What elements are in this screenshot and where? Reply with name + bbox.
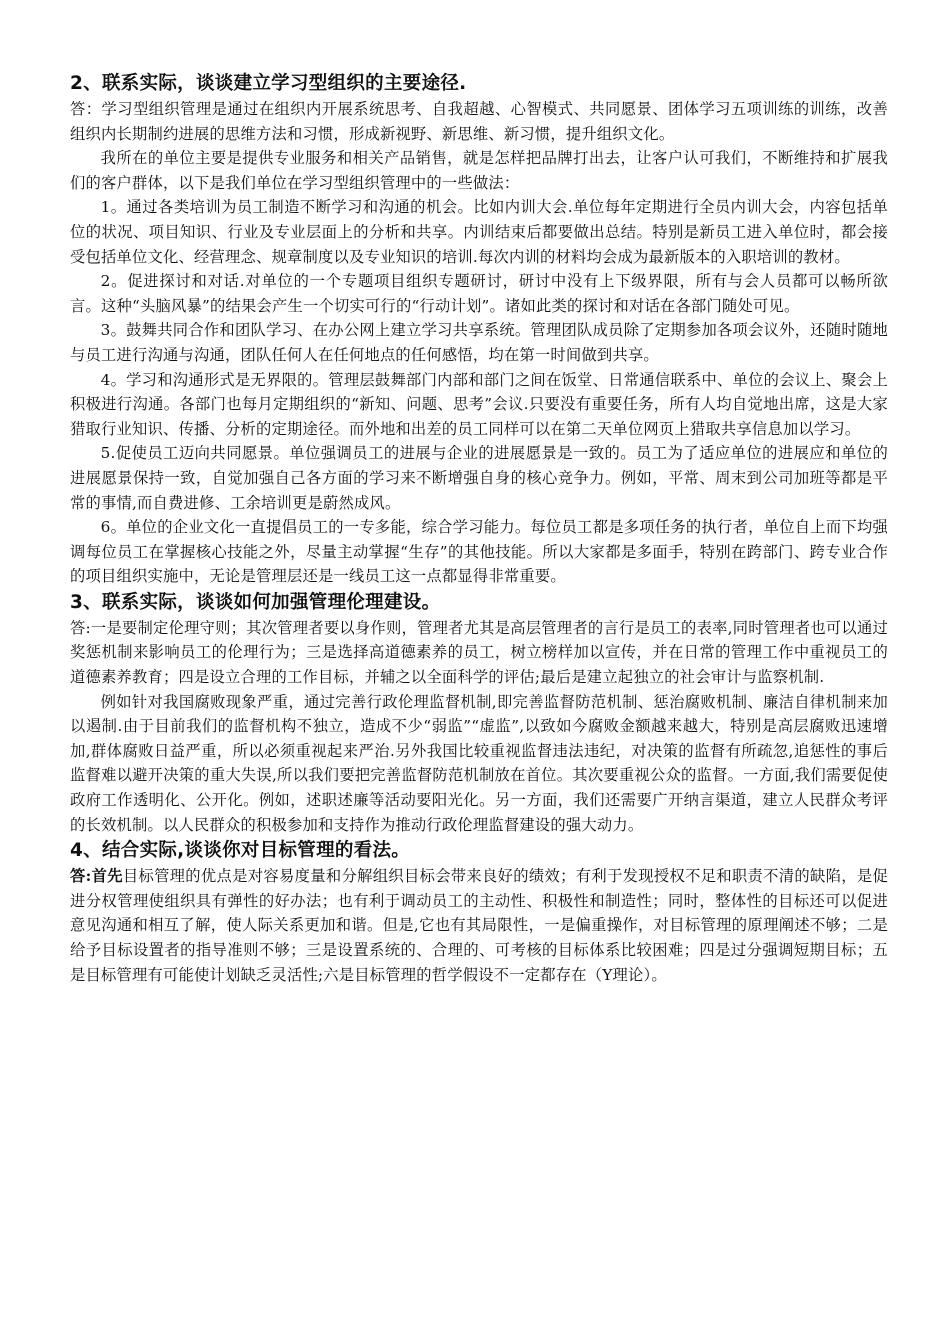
question-2-paragraph: 我所在的单位主要是提供专业服务和相关产品销售，就是怎样把品牌打出去，让客户认可我们，不断维持和扩展我们的客户群体，以下是我们单位在学习型组织管理中的一些做法：	[70, 149, 888, 192]
question-3-paragraph: 例如针对我国腐败现象严重，通过完善行政伦理监督机制,即完善监督防范机制、惩治腐败机制、廉洁自律机制来加以遏制.由于目前我们的监督机构不独立，造成不少“弱监”“虚监”,以致如今腐败金额越来越大，特别是高层腐败迅速增加,群体腐败日益严重，所以必须重视起来严治.另外我国比较重视监督违法违纪，对决策的监督有所疏忽,追惩性的事后监督难以避开决策的重大失误,所以我们要把完善监督防范机制放在首位。其次要重视公众的监督。一方面,我们需要促使政府工作透明化、公开化。例如，述职述廉等活动要阳光化。另一方面，我们还需要广开纳言渠道，建立人民群众考评的长效机制。以人民群众的积极参加和支持作为推动行政伦理监督建设的强大动力。	[70, 692, 888, 834]
question-4-answer	[70, 864, 888, 987]
question-2-paragraph: 3。鼓舞共同合作和团队学习、在办公网上建立学习共享系统。管理团队成员除了定期参加各项会议外，还随时随地与员工进行沟通与沟通，团队任何人在任何地点的任何感悟，均在第一时间做到共享。	[70, 321, 888, 364]
question-2-heading: 2、联系实际，谈谈建立学习型组织的主要途径.	[70, 73, 467, 94]
question-2-section	[70, 70, 888, 589]
question-3-heading: 3、联系实际，谈谈如何加强管理伦理建设。	[70, 591, 441, 613]
question-3-answer: 答:一是要制定伦理守则；其次管理者要以身作则，管理者尤其是高层管理者的言行是员工的表率,同时管理者也可以通过奖惩机制来影响员工的伦理行为；三是选择高道德素养的员工，树立榜样加以宣传，并在日常的管理工作中重视员工的道德素养教育；四是设立合理的工作目标，并辅之以全面科学的评估;最后是建立起独立的社会审计与监察机制.	[70, 618, 888, 687]
question-2-paragraph: 6。单位的企业文化一直提倡员工的一专多能，综合学习能力。每位员工都是多项任务的执行者，单位自上而下均强调每位员工在掌握核心技能之外，尽量主动掌握“生存”的其他技能。所以大家都是多面手，特别在跨部门、跨专业合作的项目组织实施中，无论是管理层还是一线员工这一点都显得非常重要。	[70, 518, 888, 586]
question-4-heading: 4、结合实际,谈谈你对目标管理的看法。	[70, 840, 411, 862]
question-3-section	[70, 589, 888, 837]
question-4-answer-lead: 答:首先	[70, 867, 123, 886]
question-2-paragraph: 2。促进探讨和对话.对单位的一个专题项目组织专题研讨，研讨中没有上下级界限，所有与会人员都可以畅所欲言。这种“头脑风暴”的结果会产生一个切实可行的“行动计划”。诸如此类的探讨和对话在各部门随处可见。	[70, 272, 888, 315]
question-2-paragraph: 5.促使员工迈向共同愿景。单位强调员工的进展与企业的进展愿景是一致的。员工为了适应单位的进展应和单位的进展愿景保持一致，自觉加强自己各方面的学习来不断增强自身的核心竞争力。例如，平常、周末到公司加班等都是平常的事情,而自费进修、工余培训更是蔚然成风。	[70, 444, 888, 512]
question-2-paragraph: 4。学习和沟通形式是无界限的。管理层鼓舞部门内部和部门之间在饭堂、日常通信联系中、单位的会议上、聚会上积极进行沟通。各部门也每月定期组织的“新知、问题、思考”会议.只要没有重要任务，所有人均自觉地出席，这是大家猎取行业知识、传播、分析的定期途径。而外地和出差的员工同样可以在第二天单位网页上猎取共享信息加以学习。	[70, 370, 888, 438]
question-2-answer: 答：学习型组织管理是通过在组织内开展系统思考、自我超越、心智模式、共同愿景、团体学习五项训练的训练，改善组织内长期制约进展的思维方法和习惯，形成新视野、新思维、新习惯，提升组织文化。	[70, 100, 888, 143]
question-4-section	[70, 837, 888, 987]
question-4-answer-body: 目标管理的优点是对容易度量和分解组织目标会带来良好的绩效；有利于发现授权不足和职责不清的缺陷，是促进分权管理使组织具有弹性的好办法；也有利于调动员工的主动性、积极性和制造性；同时，整体性的目标还可以促进意见沟通和相互了解，使人际关系更加和谐。但是,它也有其局限性，一是偏重操作，对目标管理的原理阐述不够；二是给予目标设置者的指导准则不够；三是设置系统的、合理的、可考核的目标体系比较困难；四是过分强调短期目标；五是目标管理有可能使计划缺乏灵活性;六是目标管理的哲学假设不一定都存在（Y理论）。	[70, 867, 888, 984]
question-2-paragraph: 1。通过各类培训为员工制造不断学习和沟通的机会。比如内训大会.单位每年定期进行全员内训大会，内容包括单位的状况、项目知识、行业及专业层面上的分析和共享。内训结束后都要做出总结。特别是新员工进入单位时，都会接受包括单位文化、经营理念、规章制度以及专业知识的培训.每次内训的材料均会成为最新版本的入职培训的教材。	[70, 198, 888, 266]
